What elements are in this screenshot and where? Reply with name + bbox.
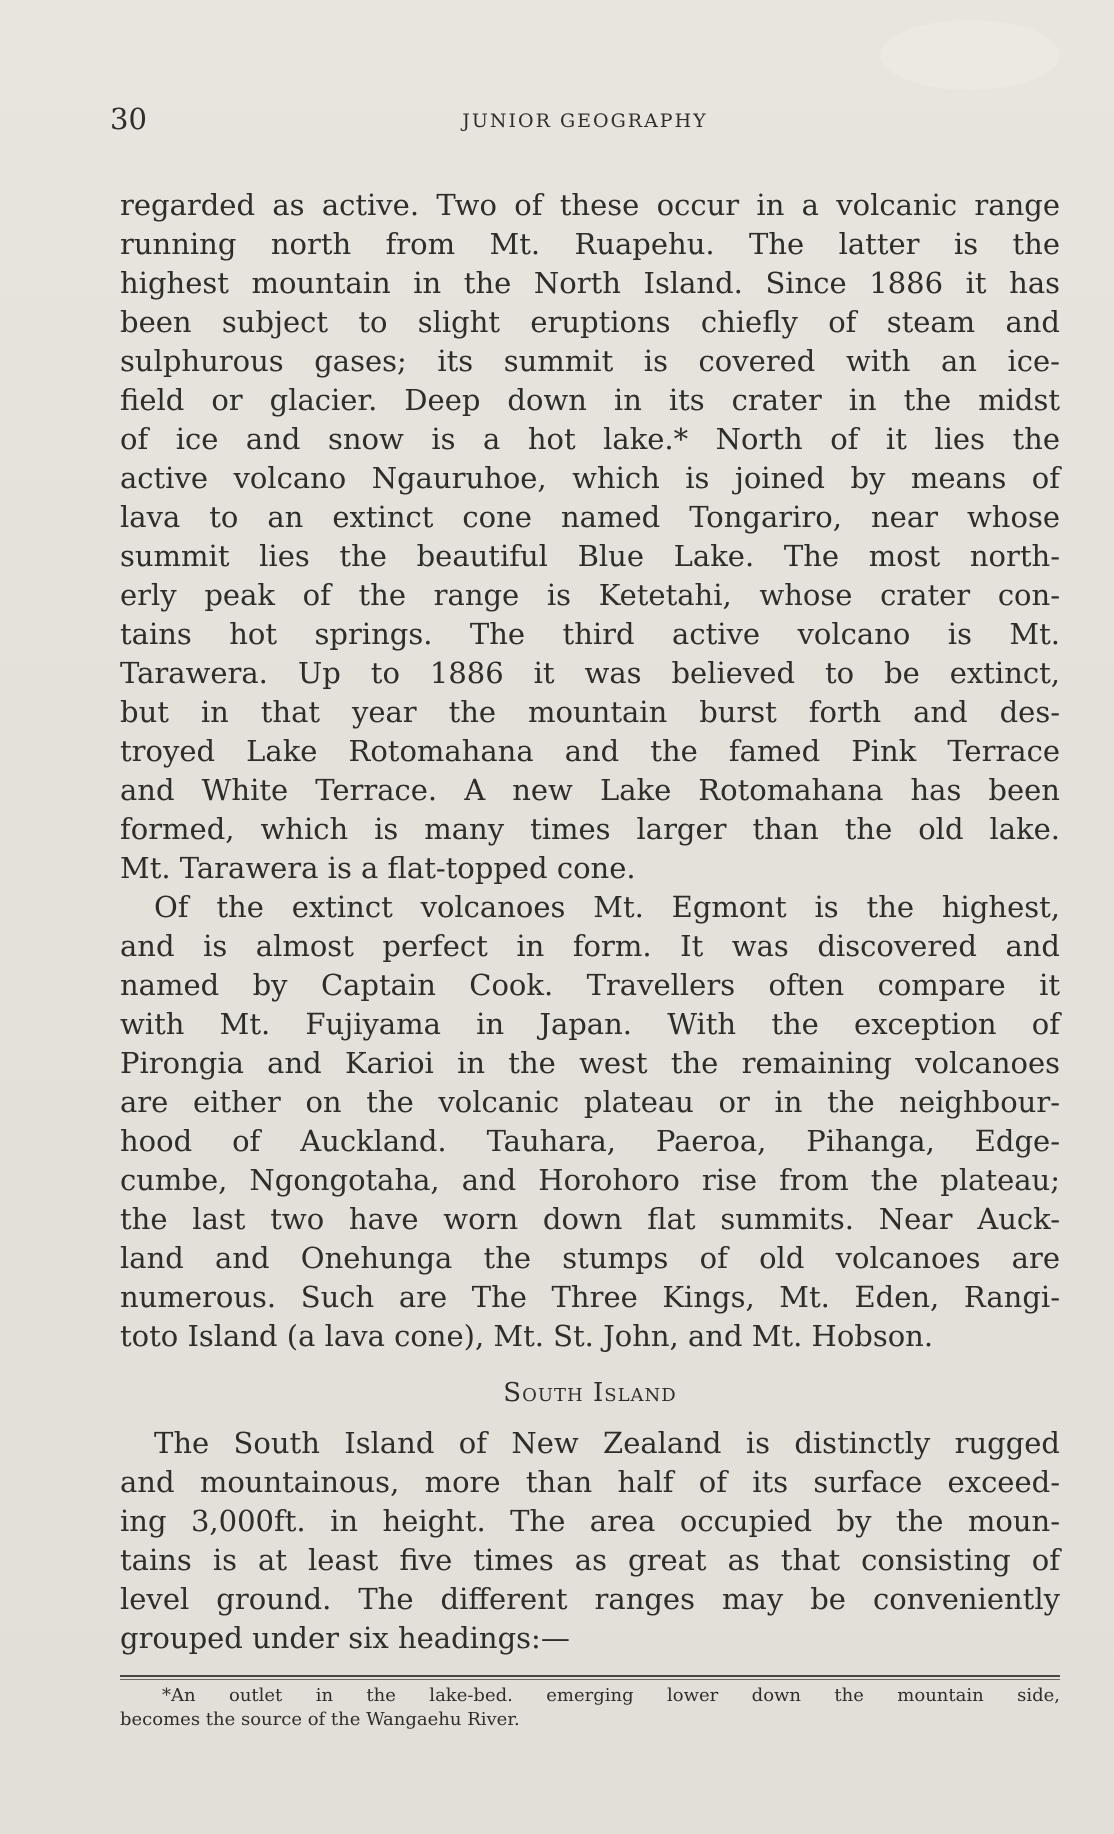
text-line: Tarawera. Up to 1886 it was believed to be extinct, [120, 656, 1060, 690]
text-line: active volcano Ngauruhoe, which is joined by means of [120, 461, 1060, 495]
text-line: but in that year the mountain burst forth and des- [120, 695, 1060, 729]
text-line: are either on the volcanic plateau or in the neighbour- [120, 1085, 1060, 1119]
text-line: and mountainous, more than half of its surface exceed- [120, 1465, 1060, 1499]
text-line: Pirongia and Karioi in the west the remaining volcanoes [120, 1046, 1060, 1080]
text-line: lava to an extinct cone named Tongariro, near whose [120, 500, 1060, 534]
text-line: the last two have worn down flat summits. Near Auck- [120, 1202, 1060, 1236]
text-line: of ice and snow is a hot lake.* North of it lies the [120, 422, 1060, 456]
text-line: hood of Auckland. Tauhara, Paeroa, Pihanga, Edge- [120, 1124, 1060, 1158]
text-line: cumbe, Ngongotaha, and Horohoro rise from the plateau; [120, 1163, 1060, 1197]
text-line: regarded as active. Two of these occur in a volcanic range [120, 188, 1060, 222]
footnote-rule-secondary [120, 1679, 1060, 1680]
page-header [110, 102, 1060, 142]
footnote-line: becomes the source of the Wangaehu River. [120, 1709, 520, 1730]
text-line: numerous. Such are The Three Kings, Mt. Eden, Rangi- [120, 1280, 1060, 1314]
text-line: with Mt. Fujiyama in Japan. With the exception of [120, 1007, 1060, 1041]
text-line: Mt. Tarawera is a flat-topped cone. [120, 851, 636, 885]
text-line: Of the extinct volcanoes Mt. Egmont is the highest, [154, 890, 1060, 924]
footnote-rule [120, 1675, 1060, 1677]
text-line: and is almost perfect in form. It was discovered and [120, 929, 1060, 963]
text-line: The South Island of New Zealand is distinctly rugged [154, 1426, 1060, 1460]
text-line: highest mountain in the North Island. Since 1886 it has [120, 266, 1060, 300]
section-heading: South Island [503, 1378, 677, 1408]
footnote [120, 1684, 1060, 1732]
text-line: tains is at least five times as great as that consisting of [120, 1543, 1060, 1577]
text-line: grouped under six headings:— [120, 1621, 570, 1655]
text-line: summit lies the beautiful Blue Lake. The most north- [120, 539, 1060, 573]
text-line: ing 3,000ft. in height. The area occupied by the moun- [120, 1504, 1060, 1538]
text-line: tains hot springs. The third active volcano is Mt. [120, 617, 1060, 651]
paragraph-extinct-volcanoes [120, 888, 1060, 1356]
text-line: formed, which is many times larger than the old lake. [120, 812, 1060, 846]
page-blemish [880, 20, 1060, 90]
page-number: 30 [110, 102, 147, 136]
text-line: running north from Mt. Ruapehu. The latter is the [120, 227, 1060, 261]
footnote-line: *An outlet in the lake-bed. emerging lower down the mountain side, [162, 1685, 1060, 1706]
text-line: been subject to slight eruptions chiefly of steam and [120, 305, 1060, 339]
text-line: toto Island (a lava cone), Mt. St. John, and Mt. Hobson. [120, 1319, 934, 1353]
text-line: named by Captain Cook. Travellers often compare it [120, 968, 1060, 1002]
running-title: JUNIOR GEOGRAPHY [462, 110, 708, 132]
text-line: troyed Lake Rotomahana and the famed Pink Terrace [120, 734, 1060, 768]
text-line: and White Terrace. A new Lake Rotomahana has been [120, 773, 1060, 807]
text-line: land and Onehunga the stumps of old volcanoes are [120, 1241, 1060, 1275]
paragraph-south-island [120, 1424, 1060, 1658]
text-line: sulphurous gases; its summit is covered with an ice- [120, 344, 1060, 378]
text-line: erly peak of the range is Ketetahi, whose crater con- [120, 578, 1060, 612]
text-line: field or glacier. Deep down in its crater in the midst [120, 383, 1060, 417]
body-text [120, 186, 1060, 1658]
paragraph-north-island-volcanoes [120, 186, 1060, 888]
text-line: level ground. The different ranges may be conveniently [120, 1582, 1060, 1616]
